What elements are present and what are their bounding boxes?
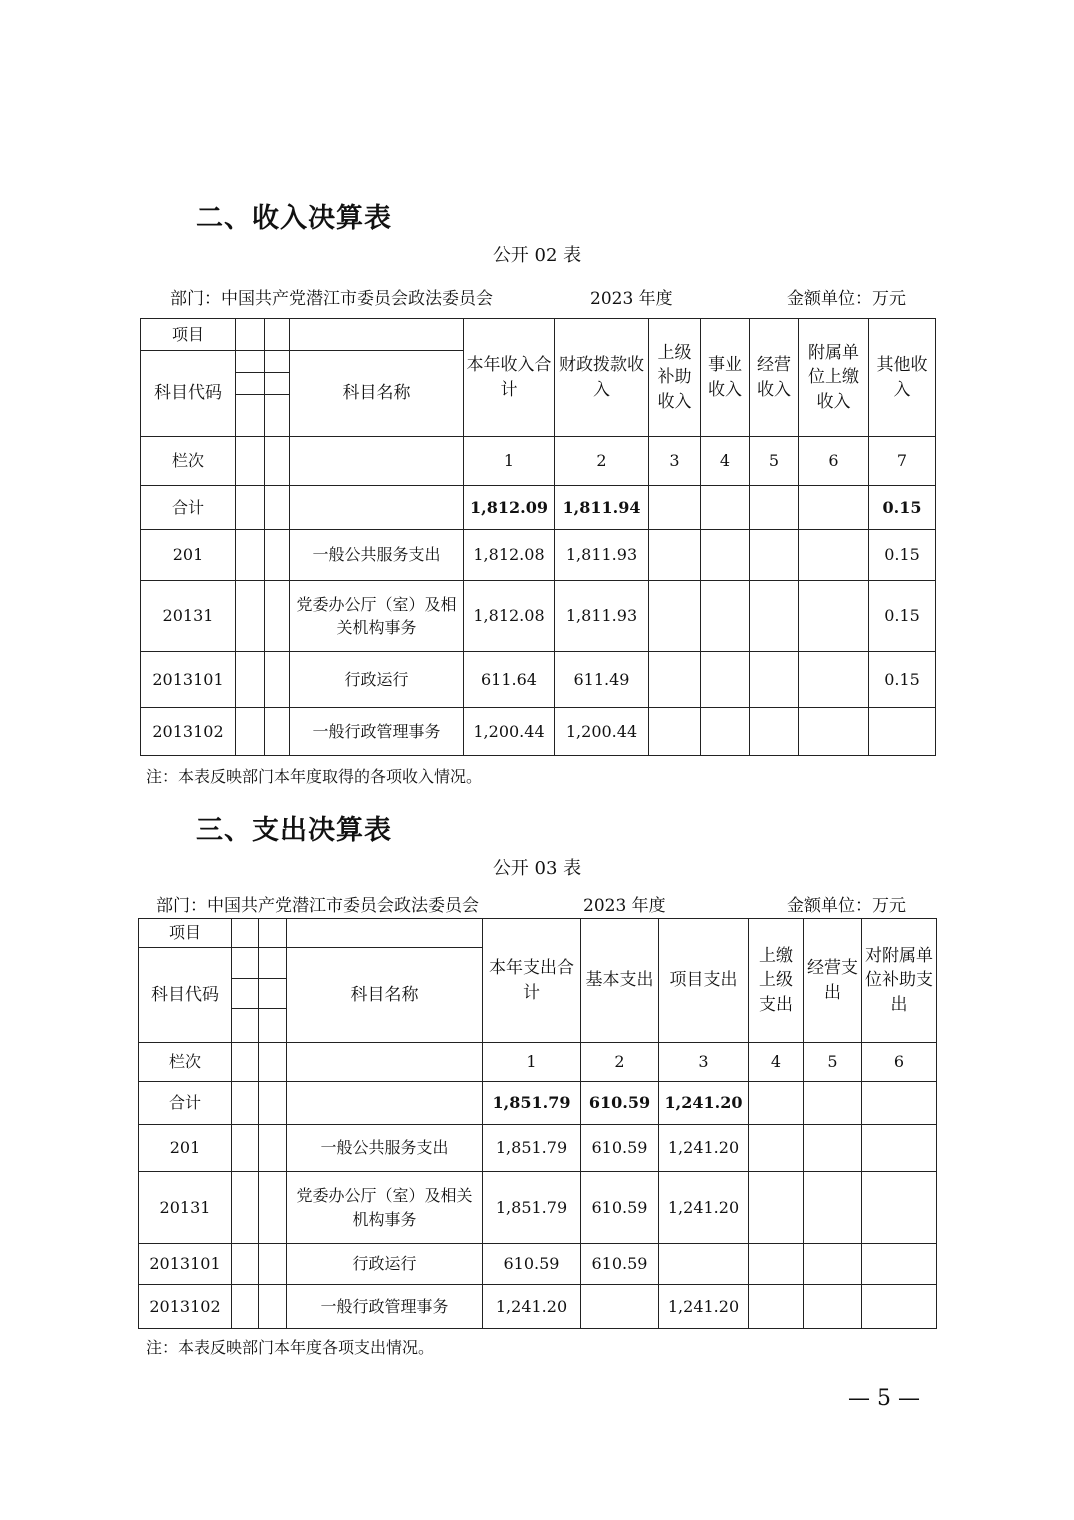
subject-name: 一般行政管理事务 bbox=[290, 708, 464, 756]
col-header-affiliated-subsidy: 对附属单位补助支出 bbox=[862, 919, 937, 1043]
column-number: 7 bbox=[869, 437, 936, 486]
column-number: 6 bbox=[862, 1043, 937, 1082]
table-row bbox=[141, 530, 936, 581]
total-income-value: 1,812.09 bbox=[464, 486, 555, 530]
subject-name: 党委办公厅（室）及相关机构事务 bbox=[290, 581, 464, 652]
col-header-total-expense: 本年支出合计 bbox=[483, 919, 581, 1043]
subject-name-header: 科目名称 bbox=[287, 948, 483, 1043]
column-number-label: 栏次 bbox=[139, 1043, 232, 1082]
subject-code-header: 科目代码 bbox=[141, 351, 236, 437]
project-expense-value bbox=[659, 1244, 749, 1285]
col-header-remit-superior: 上缴上级支出 bbox=[749, 919, 804, 1043]
table-row bbox=[141, 652, 936, 708]
total-expense-value: 610.59 bbox=[483, 1244, 581, 1285]
table-row bbox=[139, 1082, 937, 1125]
subject-name: 一般行政管理事务 bbox=[287, 1285, 483, 1329]
table-row bbox=[139, 1244, 937, 1285]
table-row bbox=[141, 708, 936, 756]
expense-section-title: 三、支出决算表 bbox=[196, 815, 392, 846]
subject-name-header: 科目名称 bbox=[290, 351, 464, 437]
income-year: 2023 年度 bbox=[590, 289, 673, 309]
fiscal-allocation-value: 611.49 bbox=[555, 652, 649, 708]
income-department: 部门：中国共产党潜江市委员会政法委员会 bbox=[170, 289, 493, 309]
project-header: 项目 bbox=[139, 919, 232, 948]
subject-code: 2013101 bbox=[139, 1244, 232, 1285]
total-expense-value: 1,851.79 bbox=[483, 1082, 581, 1125]
subject-code: 2013102 bbox=[139, 1285, 232, 1329]
column-number: 2 bbox=[581, 1043, 659, 1082]
table-row bbox=[141, 581, 936, 652]
column-number: 6 bbox=[799, 437, 869, 486]
fiscal-allocation-value: 1,811.93 bbox=[555, 530, 649, 581]
project-expense-value: 1,241.20 bbox=[659, 1082, 749, 1125]
basic-expense-value: 610.59 bbox=[581, 1244, 659, 1285]
subject-name: 行政运行 bbox=[287, 1244, 483, 1285]
page-number: — 5 — bbox=[848, 1386, 920, 1411]
column-number: 4 bbox=[701, 437, 750, 486]
total-income-value: 1,812.08 bbox=[464, 530, 555, 581]
col-header-business-income: 事业收入 bbox=[701, 319, 750, 437]
expense-table-note: 注：本表反映部门本年度各项支出情况。 bbox=[146, 1338, 435, 1357]
subject-code: 合计 bbox=[139, 1082, 232, 1125]
other-income-value: 0.15 bbox=[869, 530, 936, 581]
col-header-superior-subsidy: 上级补助收入 bbox=[649, 319, 701, 437]
col-header-total-income: 本年收入合计 bbox=[464, 319, 555, 437]
project-expense-value: 1,241.20 bbox=[659, 1285, 749, 1329]
other-income-value: 0.15 bbox=[869, 486, 936, 530]
expense-table-number: 公开 03 表 bbox=[492, 858, 582, 879]
fiscal-allocation-value: 1,811.94 bbox=[555, 486, 649, 530]
subject-name: 党委办公厅（室）及相关机构事务 bbox=[287, 1172, 483, 1244]
subject-name: 行政运行 bbox=[290, 652, 464, 708]
subject-name bbox=[290, 486, 464, 530]
subject-code: 201 bbox=[141, 530, 236, 581]
total-income-value: 1,812.08 bbox=[464, 581, 555, 652]
column-number: 3 bbox=[659, 1043, 749, 1082]
column-number: 5 bbox=[804, 1043, 862, 1082]
column-number-label: 栏次 bbox=[141, 437, 236, 486]
other-income-value bbox=[869, 708, 936, 756]
income-table-number: 公开 02 表 bbox=[492, 245, 582, 266]
table-row bbox=[139, 1285, 937, 1329]
column-number: 1 bbox=[483, 1043, 581, 1082]
total-expense-value: 1,851.79 bbox=[483, 1125, 581, 1172]
total-income-value: 1,200.44 bbox=[464, 708, 555, 756]
column-number: 2 bbox=[555, 437, 649, 486]
col-header-operating-expense: 经营支出 bbox=[804, 919, 862, 1043]
project-expense-value: 1,241.20 bbox=[659, 1172, 749, 1244]
income-table-note: 注：本表反映部门本年度取得的各项收入情况。 bbox=[146, 767, 483, 786]
table-row bbox=[139, 1125, 937, 1172]
subject-code: 2013101 bbox=[141, 652, 236, 708]
expense-amount-unit: 金额单位：万元 bbox=[787, 896, 906, 916]
subject-name: 一般公共服务支出 bbox=[287, 1125, 483, 1172]
col-header-fiscal-allocation: 财政拨款收入 bbox=[555, 319, 649, 437]
column-number: 1 bbox=[464, 437, 555, 486]
income-table bbox=[140, 318, 936, 756]
column-number: 4 bbox=[749, 1043, 804, 1082]
basic-expense-value bbox=[581, 1285, 659, 1329]
col-header-project-expense: 项目支出 bbox=[659, 919, 749, 1043]
project-expense-value: 1,241.20 bbox=[659, 1125, 749, 1172]
basic-expense-value: 610.59 bbox=[581, 1172, 659, 1244]
expense-table bbox=[138, 918, 937, 1329]
basic-expense-value: 610.59 bbox=[581, 1125, 659, 1172]
table-row bbox=[141, 486, 936, 530]
basic-expense-value: 610.59 bbox=[581, 1082, 659, 1125]
table-row bbox=[139, 1172, 937, 1244]
total-income-value: 611.64 bbox=[464, 652, 555, 708]
income-amount-unit: 金额单位：万元 bbox=[787, 289, 906, 309]
total-expense-value: 1,241.20 bbox=[483, 1285, 581, 1329]
subject-code: 20131 bbox=[141, 581, 236, 652]
subject-code: 201 bbox=[139, 1125, 232, 1172]
column-number: 3 bbox=[649, 437, 701, 486]
subject-code-header: 科目代码 bbox=[139, 948, 232, 1043]
col-header-operating-income: 经营收入 bbox=[750, 319, 799, 437]
col-header-basic-expense: 基本支出 bbox=[581, 919, 659, 1043]
other-income-value: 0.15 bbox=[869, 581, 936, 652]
subject-name: 一般公共服务支出 bbox=[290, 530, 464, 581]
column-number: 5 bbox=[750, 437, 799, 486]
subject-code: 20131 bbox=[139, 1172, 232, 1244]
subject-code: 合计 bbox=[141, 486, 236, 530]
fiscal-allocation-value: 1,811.93 bbox=[555, 581, 649, 652]
expense-year: 2023 年度 bbox=[583, 896, 666, 916]
project-header: 项目 bbox=[141, 319, 236, 351]
subject-code: 2013102 bbox=[141, 708, 236, 756]
income-section-title: 二、收入决算表 bbox=[196, 203, 392, 234]
col-header-other-income: 其他收入 bbox=[869, 319, 936, 437]
fiscal-allocation-value: 1,200.44 bbox=[555, 708, 649, 756]
other-income-value: 0.15 bbox=[869, 652, 936, 708]
expense-department: 部门：中国共产党潜江市委员会政法委员会 bbox=[156, 896, 479, 916]
subject-name bbox=[287, 1082, 483, 1125]
total-expense-value: 1,851.79 bbox=[483, 1172, 581, 1244]
col-header-affiliated-remit: 附属单位上缴收入 bbox=[799, 319, 869, 437]
